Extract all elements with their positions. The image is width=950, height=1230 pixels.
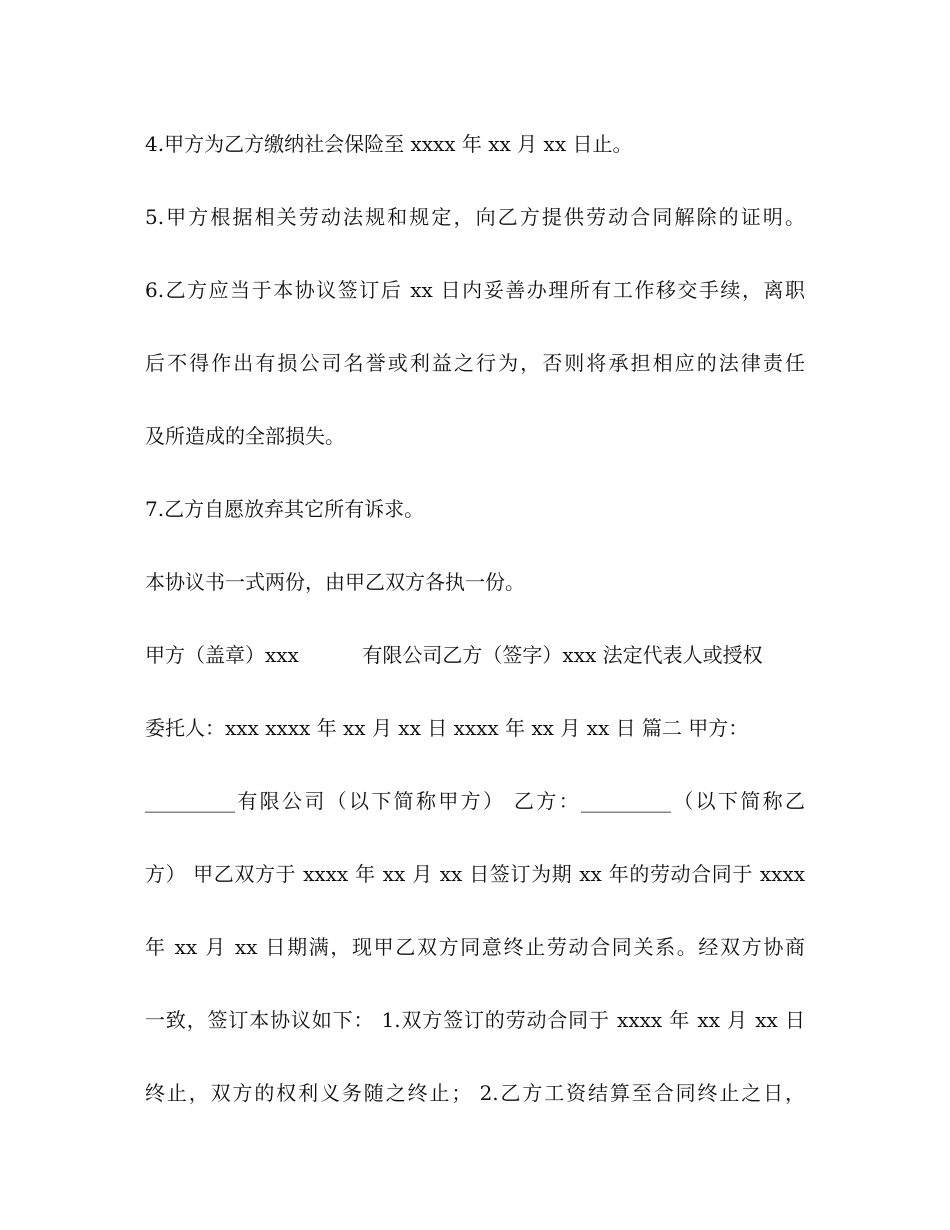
text-line-contract-expiry: 年 xx 月 xx 日期满，现甲乙双方同意终止劳动合同关系。经双方协商 bbox=[145, 935, 805, 959]
text-line-termination-terms: 终止，双方的权利义务随之终止； 2.乙方工资结算至合同终止之日， bbox=[145, 1081, 805, 1105]
text-line-item-4: 4.甲方为乙方缴纳社会保险至 xxxx 年 xx 月 xx 日止。 bbox=[145, 132, 633, 156]
text-line-signature-block: 甲方（盖章）xxx 有限公司乙方（签字）xxx 法定代表人或授权 bbox=[145, 643, 763, 667]
text-line-copies: 本协议书一式两份，由甲乙双方各执一份。 bbox=[145, 570, 525, 594]
text-line-item-6: 6.乙方应当于本协议签订后 xx 日内妥善办理所有工作移交手续，离职 bbox=[145, 278, 805, 302]
text-line-signature-date: 委托人：xxx xxxx 年 xx 月 xx 日 xxxx 年 xx 月 xx 日 篇二 甲方： bbox=[145, 716, 749, 740]
text-line-parties: _________有限公司（以下简称甲方） 乙方：_________（以下简称乙 bbox=[145, 789, 805, 813]
text-line-item-7: 7.乙方自愿放弃其它所有诉求。 bbox=[145, 497, 425, 521]
text-line-item-5: 5.甲方根据相关劳动法规和规定，向乙方提供劳动合同解除的证明。 bbox=[145, 205, 805, 229]
text-line-contract-date: 方） 甲乙双方于 xxxx 年 xx 月 xx 日签订为期 xx 年的劳动合同于 xxxx bbox=[145, 862, 805, 886]
text-line-item-6-continued: 后不得作出有损公司名誉或利益之行为，否则将承担相应的法律责任 bbox=[145, 351, 805, 375]
text-line-agreement-intro: 一致，签订本协议如下： 1.双方签订的劳动合同于 xxxx 年 xx 月 xx 日 bbox=[145, 1008, 805, 1032]
text-line-item-6-end: 及所造成的全部损失。 bbox=[145, 424, 345, 448]
